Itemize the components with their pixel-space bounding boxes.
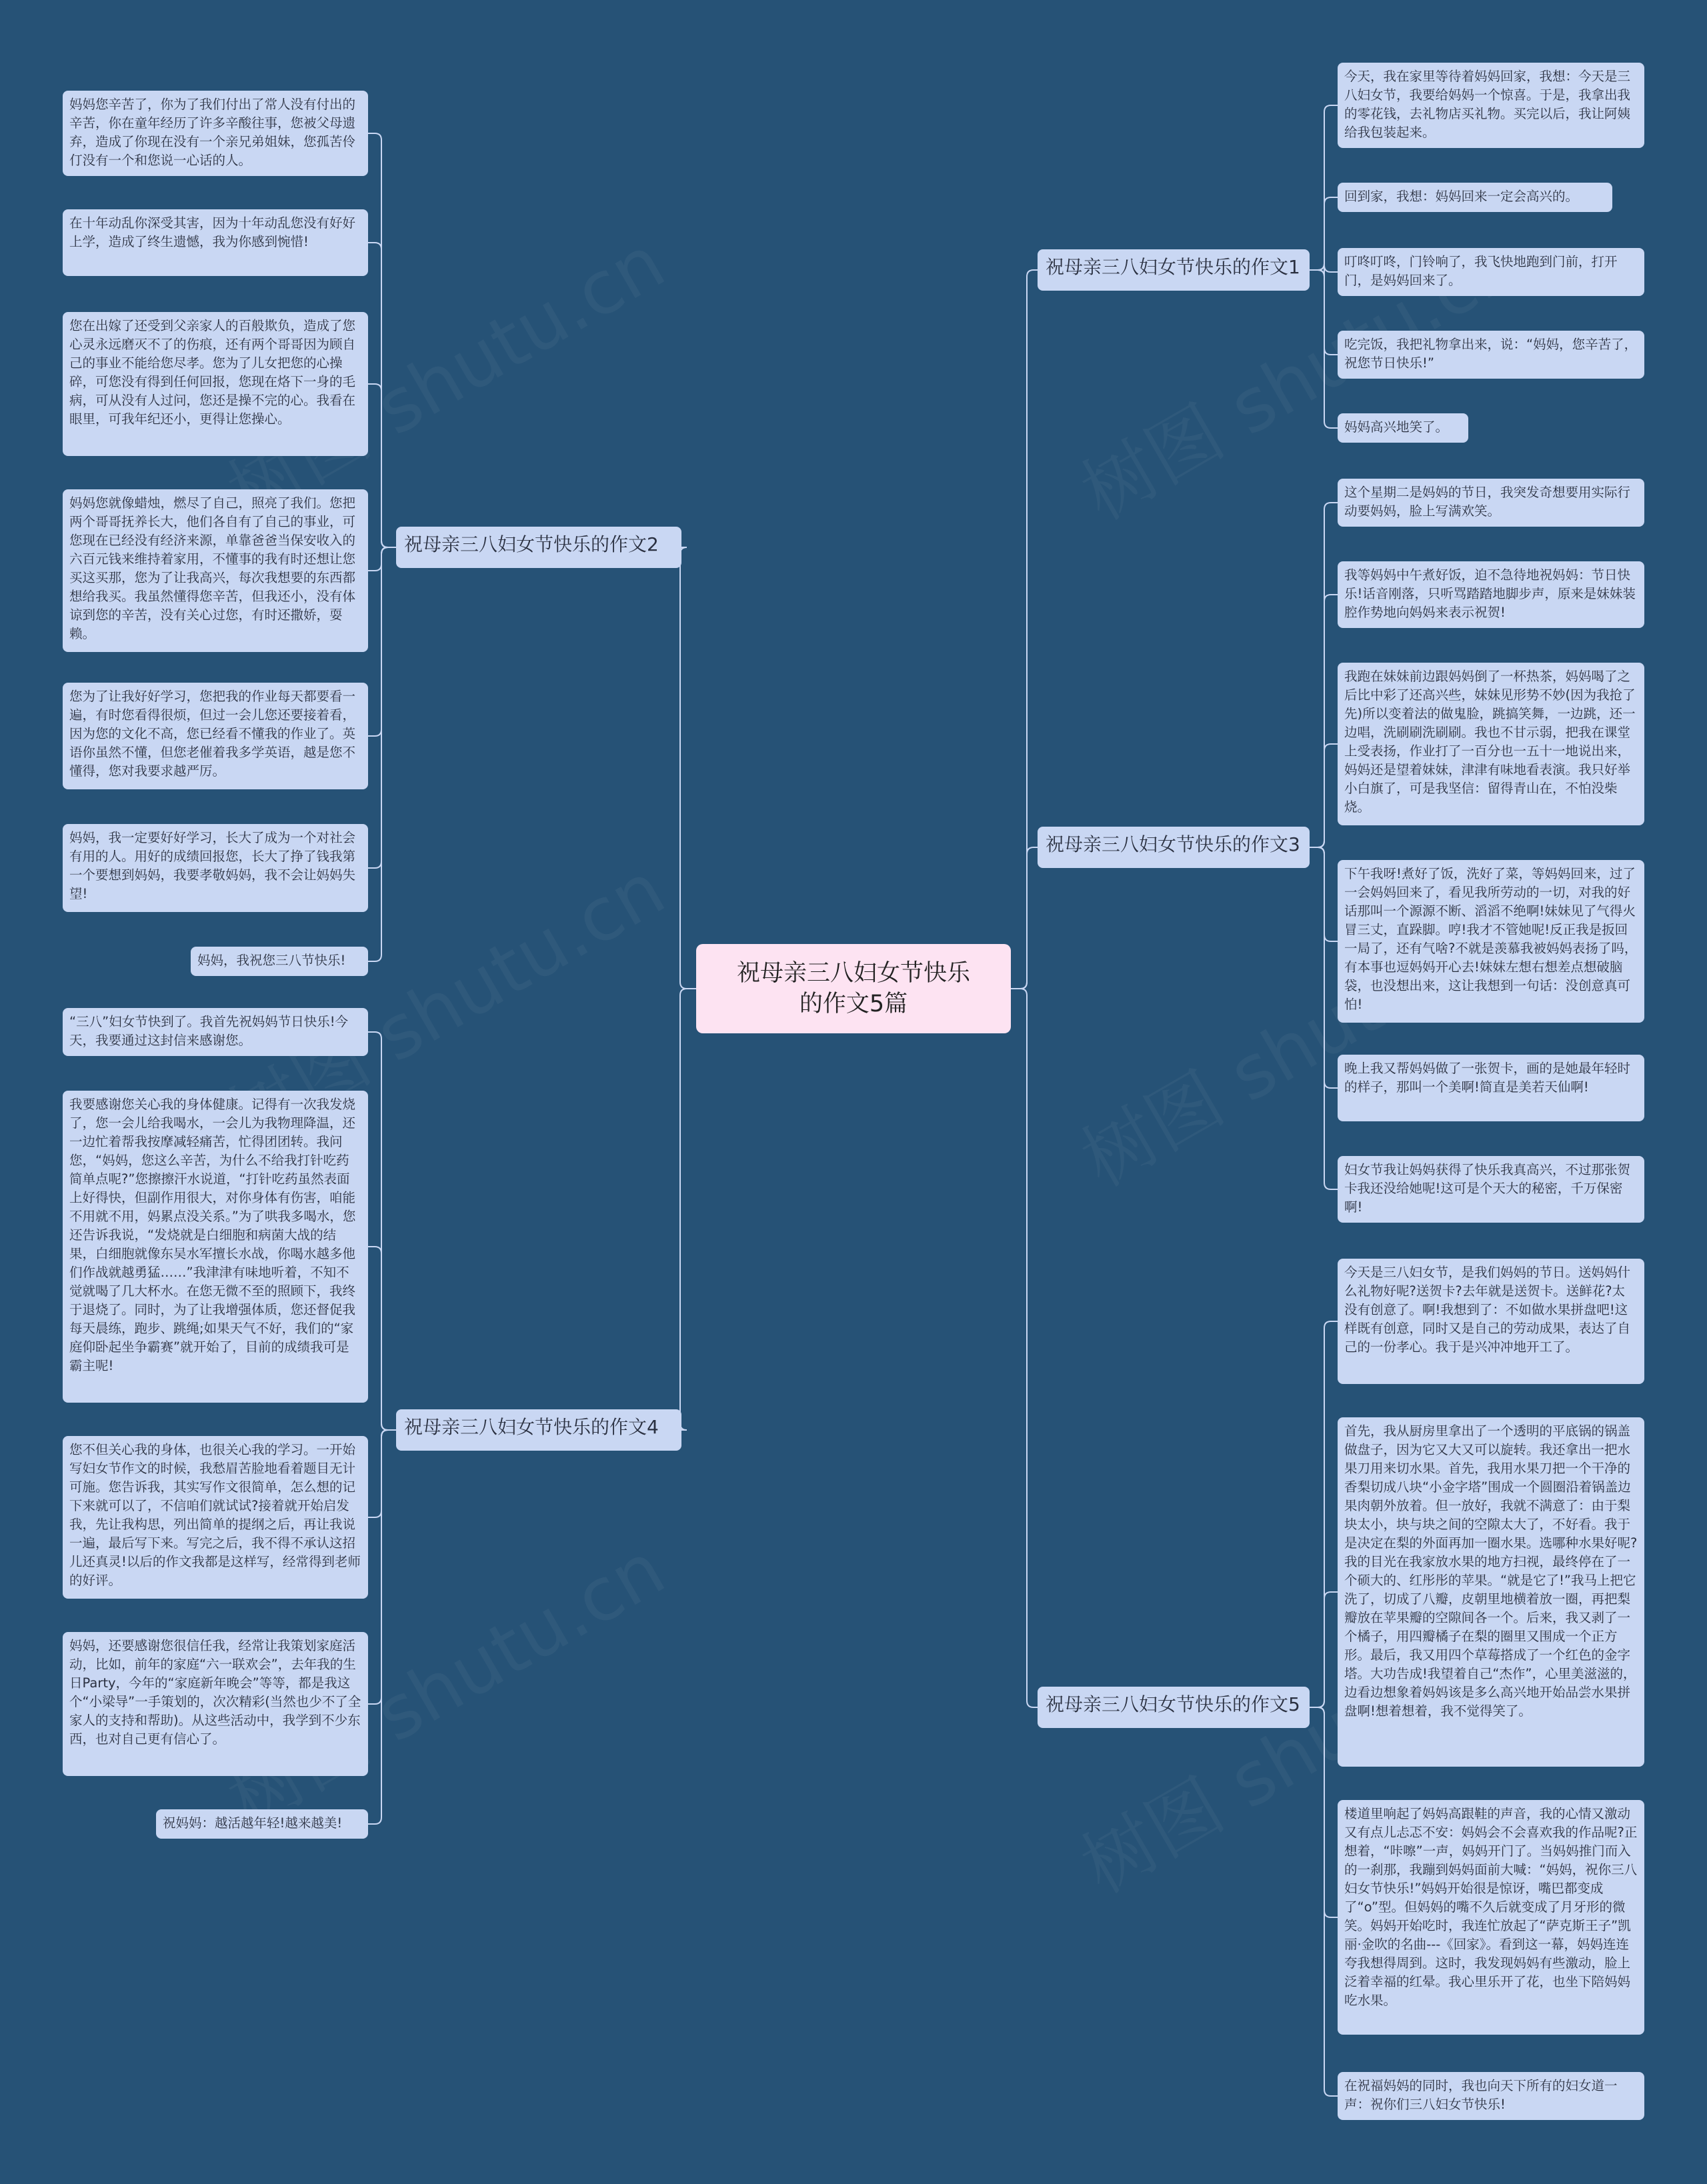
- connector-line: [1011, 270, 1038, 989]
- connector-line: [1011, 989, 1038, 1707]
- connector-line: [680, 547, 696, 989]
- leaf-topic[interactable]: 我等妈妈中午煮好饭，迫不急待地祝妈妈：节日快乐!话音刚落，只听骂踏踏地脚步声，原来是妹妹装腔作势地向妈妈来表示祝贺!: [1338, 561, 1644, 628]
- branch-topic-3[interactable]: 祝母亲三八妇女节快乐的作文3: [1038, 827, 1310, 868]
- leaf-topic[interactable]: 妈妈，我一定要好好学习，长大了成为一个对社会有用的人。用好的成绩回报您，长大了挣了钱我第一个要想到妈妈，我要孝敬妈妈，我不会让妈妈失望!: [63, 824, 368, 912]
- connector-line: [1310, 1592, 1338, 1707]
- connector-line: [1011, 847, 1038, 989]
- leaf-topic[interactable]: 楼道里响起了妈妈高跟鞋的声音，我的心情又激动又有点儿忐忑不安：妈妈会不会喜欢我的作品呢?正想着，“咔嚓”一声，妈妈开门了。当妈妈推门而入的一刹那，我蹦到妈妈面前大喊：“妈妈，祝你三八妇女节快乐!”妈妈开始很是惊讶，嘴巴都变成了“o”型。但妈妈的嘴不久后就变成了月牙形的微笑。妈妈开始吃时，我连忙放起了“萨克斯王子”凯丽·金吹的名曲---《回家》。看到这一幕，妈妈连连夸我想得周到。这时，我发现妈妈有些激动，脸上泛着幸福的红晕。我心里乐开了花，也坐下陪妈妈吃水果。: [1338, 1800, 1644, 2035]
- root-topic[interactable]: 祝母亲三八妇女节快乐的作文5篇: [696, 944, 1011, 1033]
- connector-line: [1310, 847, 1338, 1189]
- leaf-topic[interactable]: 回到家，我想：妈妈回来一定会高兴的。: [1338, 183, 1612, 212]
- leaf-topic[interactable]: “三八”妇女节快到了。我首先祝妈妈节日快乐!今天，我要通过这封信来感谢您。: [63, 1008, 368, 1056]
- leaf-topic[interactable]: 在十年动乱你深受其害，因为十年动乱您没有好好上学，造成了终生遗憾，我为你感到惋惜!: [63, 209, 368, 276]
- leaf-topic[interactable]: 您不但关心我的身体，也很关心我的学习。一开始写妇女节作文的时候，我愁眉苦脸地看着题目无计可施。您告诉我，其实写作文很简单，怎么想的记下来就可以了，不信咱们就试试?接着就开始启发我，先让我构思，列出简单的提纲之后，再让我说一遍，最后写下来。写完之后，我不得不承认这招儿还真灵!以后的作文我都是这样写，经常得到老师的好评。: [63, 1436, 368, 1599]
- connector-line: [1310, 270, 1338, 428]
- leaf-topic[interactable]: 您在出嫁了还受到父亲家人的百般欺负，造成了您心灵永远磨灭不了的伤痕，还有两个哥哥因为顾自己的事业不能给您尽孝。您为了儿女把您的心操碎，可您没有得到任何回报，您现在烙下一身的毛病，可从没有人过问，您还是操不完的心。我看在眼里，可我年纪还小，更得让您操心。: [63, 312, 368, 456]
- leaf-topic[interactable]: 我要感谢您关心我的身体健康。记得有一次我发烧了，您一会儿给我喝水，一会儿为我物理降温，还一边忙着帮我按摩减轻痛苦，忙得团团转。我问您，“妈妈，您这么辛苦，为什么不给我打针吃药简单点呢?”您擦擦汗水说道，“打针吃药虽然表面上好得快，但副作用很大，对你身体有伤害，咱能不用就不用，妈累点没关系。”为了哄我多喝水，您还告诉我说，“发烧就是白细胞和病菌大战的结果，白细胞就像东吴水军擅长水战，你喝水越多他们作战就越勇猛……”我津津有味地听着，不知不觉就喝了几大杯水。在您无微不至的照顾下，我终于退烧了。同时，为了让我增强体质，您还督促我每天晨练，跑步、跳绳;如果天气不好，我们的“家庭仰卧起坐争霸赛”就开始了，目前的成绩我可是霸主呢!: [63, 1091, 368, 1403]
- leaf-topic[interactable]: 叮咚叮咚，门铃响了，我飞快地跑到门前，打开门，是妈妈回来了。: [1338, 248, 1644, 296]
- leaf-topic[interactable]: 下午我呀!煮好了饭，洗好了菜，等妈妈回来，过了一会妈妈回来了，看见我所劳动的一切，对我的好话那叫一个源源不断、滔滔不绝啊!妹妹见了气得火冒三丈，直跺脚。哼!我才不管她呢!反正我是扳回一局了，还有气啥?不就是羡慕我被妈妈表扬了吗，有本事也逗妈妈开心去!妹妹左想右想差点想破脑袋，也没想出来，这让我想到一句话：没创意真可怕!: [1338, 860, 1644, 1023]
- leaf-topic[interactable]: 晚上我又帮妈妈做了一张贺卡，画的是她最年轻时的样子，那叫一个美啊!简直是美若天仙啊!: [1338, 1055, 1644, 1121]
- connector-line: [368, 384, 396, 547]
- connector-line: [1310, 1707, 1338, 2096]
- leaf-topic[interactable]: 妈妈您辛苦了，你为了我们付出了常人没有付出的辛苦，你在童年经历了许多辛酸往事，您被父母遗弃，造成了你现在没有一个亲兄弟姐妹，您孤苦伶仃没有一个和您说一心话的人。: [63, 91, 368, 176]
- connector-line: [368, 1430, 396, 1824]
- leaf-topic[interactable]: 这个星期二是妈妈的节日，我突发奇想要用实际行动要妈妈，脸上写满欢笑。: [1338, 479, 1644, 527]
- leaf-topic[interactable]: 妇女节我让妈妈获得了快乐我真高兴，不过那张贺卡我还没给她呢!这可是个天大的秘密，千万保密啊!: [1338, 1156, 1644, 1223]
- branch-topic-1[interactable]: 祝母亲三八妇女节快乐的作文1: [1038, 249, 1310, 291]
- leaf-topic[interactable]: 吃完饭，我把礼物拿出来，说：“妈妈，您辛苦了，祝您节日快乐!”: [1338, 331, 1644, 379]
- branch-topic-2[interactable]: 祝母亲三八妇女节快乐的作文2: [396, 527, 681, 568]
- connector-line: [368, 547, 396, 961]
- connector-line: [368, 1247, 396, 1430]
- leaf-topic[interactable]: 您为了让我好好学习，您把我的作业每天都要看一遍，有时您看得很烦，但过一会儿您还要接着看，因为您的文化不高，您已经看不懂我的作业了。英语你虽然不懂，但您老催着我多学英语，越是您不懂得，您对我要求越严厉。: [63, 683, 368, 789]
- leaf-topic[interactable]: 今天，我在家里等待着妈妈回家，我想：今天是三八妇女节，我要给妈妈一个惊喜。于是，我拿出我的零花钱，去礼物店买礼物。买完以后，我让阿姨给我包装起来。: [1338, 63, 1644, 148]
- leaf-topic[interactable]: 今天是三八妇女节，是我们妈妈的节日。送妈妈什么礼物好呢?送贺卡?去年就是送贺卡。送鲜花?太没有创意了。啊!我想到了：不如做水果拼盘吧!这样既有创意，同时又是自己的劳动成果，表达了自己的一份孝心。我于是兴冲冲地开工了。: [1338, 1259, 1644, 1384]
- connector-line: [680, 989, 696, 1430]
- branch-topic-4[interactable]: 祝母亲三八妇女节快乐的作文4: [396, 1409, 681, 1451]
- leaf-topic[interactable]: 祝妈妈：越活越年轻!越来越美!: [156, 1809, 368, 1839]
- leaf-topic[interactable]: 妈妈您就像蜡烛，燃尽了自己，照亮了我们。您把两个哥哥抚养长大，他们各自有了自己的事业，可您现在已经没有经济来源，单靠爸爸当保安收入的六百元钱来维持着家用，不懂事的我有时还想让您买这买那，您为了让我高兴，每次我想要的东西都想给我买。我虽然懂得您辛苦，但我还小，没有体谅到您的辛苦，没有关心过您，有时还撒娇，耍赖。: [63, 489, 368, 652]
- leaf-topic[interactable]: 我跑在妹妹前边跟妈妈倒了一杯热茶，妈妈喝了之后比中彩了还高兴些，妹妹见形势不妙(因为我抢了先)所以变着法的做鬼脸，跳搞笑舞，一边跳，还一边唱，洗刷刷洗刷刷。我也不甘示弱，把我在课堂上受表扬，作业打了一百分也一五十一地说出来，妈妈还是望着妹妹，津津有味地看表演。我只好举小白旗了，可是我坚信：留得青山在，不怕没柴烧。: [1338, 663, 1644, 825]
- leaf-topic[interactable]: 首先，我从厨房里拿出了一个透明的平底锅的锅盖做盘子，因为它又大又可以旋转。我还拿出一把水果刀用来切水果。首先，我用水果刀把一个干净的香梨切成八块“小金字塔”围成一个圆圈沿着锅盖边果肉朝外放着。但一放好，我就不满意了：由于梨块太小，块与块之间的空隙太大了，不好看。我于是决定在梨的外面再加一圈水果。选哪种水果好呢?我的目光在我家放水果的地方扫视，最终停在了一个硕大的、红彤彤的苹果。“就是它了!”我马上把它洗了，切成了八瓣，皮朝里地横着放一圈，再把梨瓣放在苹果瓣的空隙间各一个。后来，我又剥了一个橘子，用四瓣橘子在梨的圈里又围成一个正方形。最后，我又用四个草莓搭成了一个红色的金字塔。大功告成!我望着自己“杰作”，心里美滋滋的，边看边想象着妈妈该是多么高兴地开始品尝水果拼盘啊!想着想着，我不觉得笑了。: [1338, 1417, 1644, 1767]
- leaf-topic[interactable]: 妈妈高兴地笑了。: [1338, 413, 1468, 443]
- branch-topic-5[interactable]: 祝母亲三八妇女节快乐的作文5: [1038, 1687, 1310, 1728]
- connector-line: [1310, 197, 1338, 270]
- connector-line: [1310, 744, 1338, 847]
- leaf-topic[interactable]: 妈妈，还要感谢您很信任我，经常让我策划家庭活动，比如，前年的家庭“六一联欢会”，去年我的生日Party，今年的“家庭新年晚会”等等，都是我这个“小梁导”一手策划的，次次精彩(当然也少不了全家人的支持和帮助)。从这些活动中，我学到不少东西，也对自己更有信心了。: [63, 1632, 368, 1776]
- leaf-topic[interactable]: 在祝福妈妈的同时，我也向天下所有的妇女道一声：祝你们三八妇女节快乐!: [1338, 2072, 1644, 2120]
- leaf-topic[interactable]: 妈妈，我祝您三八节快乐!: [191, 947, 368, 976]
